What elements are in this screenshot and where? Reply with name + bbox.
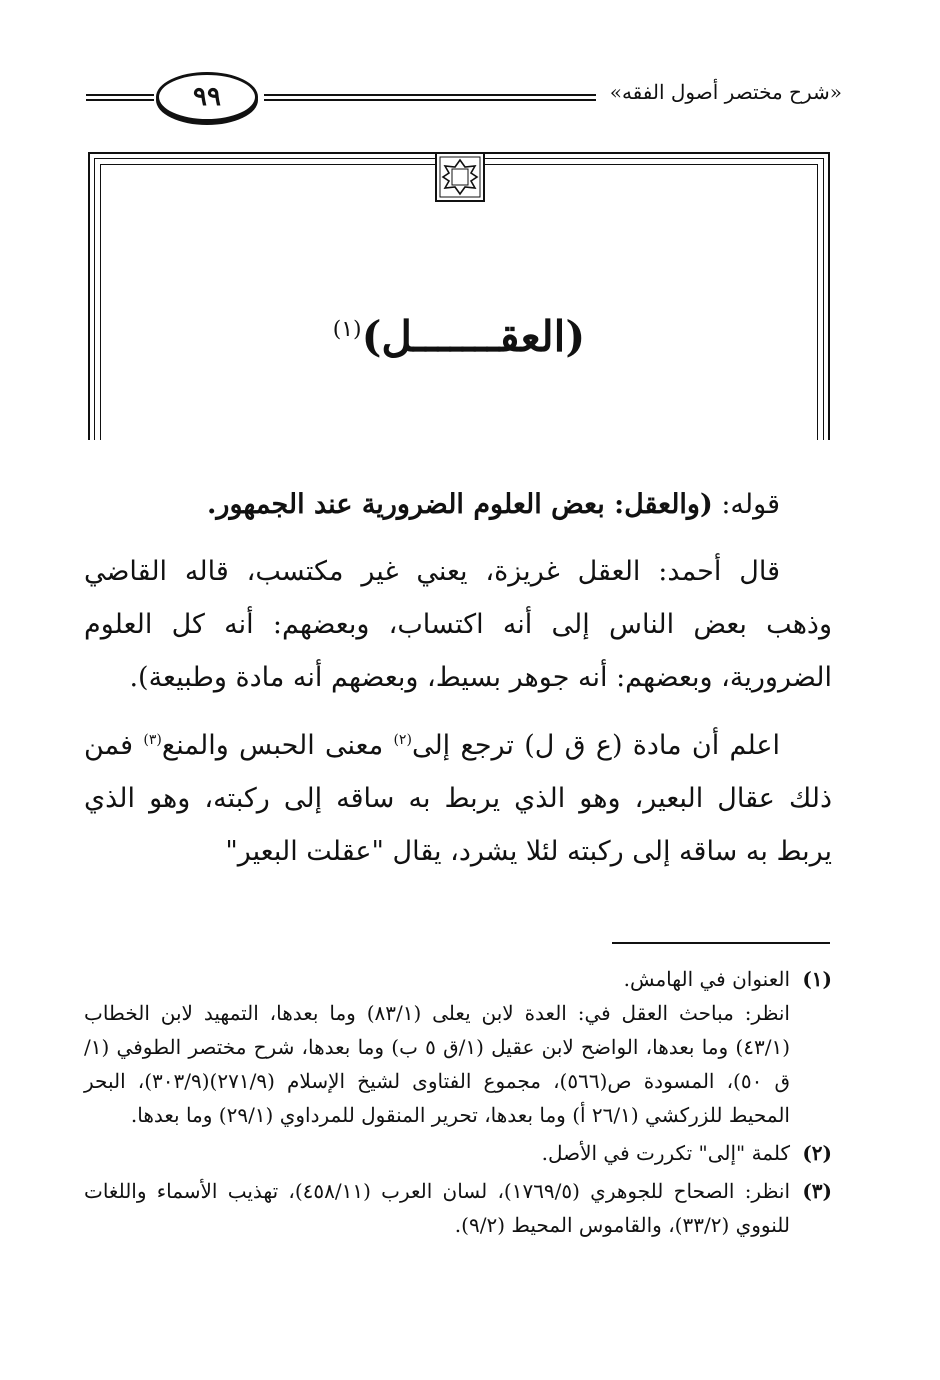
footnote	[84, 962, 832, 1132]
running-header	[86, 72, 842, 124]
footnote-text: انظر: الصحاح للجوهري (١٧٦٩/٥)، لسان العرب (٤٥٨/١١)، تهذيب الأسماء واللغات للنووي (٣٣/٢)، والقاموس المحيط (٩/٢).	[84, 1179, 790, 1237]
frame-line	[817, 164, 818, 440]
paragraph-text: فمن ذلك عقال البعير، وهو الذي يربط به ساقه إلى ركبته، وهو الذي يربط به ساقه إلى ركبته لئلا يشرد، يقال "عقلت البعير"	[84, 730, 832, 867]
footnote-text: العنوان في الهامش.	[623, 967, 790, 991]
footnote-text: انظر: مباحث العقل في: العدة لابن يعلى (٨٣/١) وما بعدها، التمهيد لابن الخطاب (٤٣/١) وما بعدها، الواضح لابن عقيل (١/ق ٥ ب) وما بعدها، شرح مختصر الطوفي (١/ق ٥٠)، المسودة ص(٥٦٦)، مجموع الفتاوى لشيخ الإسلام (٢٧١/٩)(٣٠٣/٩)، البحر المحيط للزركشي (٢٦/١ أ) وما بعدها، تحرير المنقول للمرداوي (٢٩/١) وما بعدها.	[84, 1001, 791, 1127]
chapter-title-text: (العقـــــــل)	[361, 312, 586, 361]
header-rule-right	[264, 94, 596, 101]
footnotes	[84, 962, 832, 1246]
footnote-body	[84, 962, 790, 1132]
footnote	[84, 1174, 832, 1242]
frame-line	[828, 152, 830, 440]
page-number: ٩٩	[193, 82, 221, 112]
paragraph-text: اعلم أن مادة (ع ق ل) ترجع إلى	[411, 730, 780, 761]
footnote-number: (١)	[802, 967, 832, 991]
header-rule-left	[86, 94, 154, 101]
frame-line	[485, 164, 818, 165]
quoted-text	[84, 478, 832, 531]
footnote-body	[84, 1136, 790, 1170]
frame-line	[88, 152, 90, 440]
footnote	[84, 1136, 832, 1170]
footnote-number: (٢)	[802, 1141, 832, 1165]
frame-line	[100, 164, 435, 165]
footnote-separator	[612, 942, 830, 944]
book-title: «شرح مختصر أصول الفقه»	[609, 80, 842, 104]
footnote-text: كلمة "إلى" تكررت في الأصل.	[541, 1141, 790, 1165]
frame-line	[94, 158, 95, 440]
footnote-ref: (٢)	[393, 732, 412, 748]
frame-line	[88, 152, 435, 154]
footnote-body	[84, 1174, 790, 1242]
chapter-title	[88, 312, 830, 361]
body-text	[84, 478, 832, 888]
octagram-ornament-icon	[435, 152, 485, 202]
page-number-badge	[156, 72, 258, 122]
paragraph	[84, 714, 832, 878]
frame-line	[100, 164, 101, 440]
footnote-ref: (١)	[332, 317, 362, 342]
paragraph: قال أحمد: العقل غريزة، يعني غير مكتسب، قاله القاضي وذهب بعض الناس إلى أنه اكتساب، وبعضهم: أنه كل العلوم الضرورية، وبعضهم: أنه جوهر بسيط، وبعضهم أنه مادة وطبيعة).	[84, 556, 832, 693]
frame-line	[485, 158, 824, 159]
frame-line	[94, 158, 435, 159]
chapter-frame	[88, 152, 830, 440]
footnote-ref: (٣)	[143, 732, 162, 748]
frame-line	[485, 152, 830, 154]
quote-lead: قوله:	[712, 489, 780, 520]
paragraph-text: معنى الحبس والمنع	[161, 730, 394, 761]
frame-line	[823, 158, 824, 440]
footnote-number: (٣)	[802, 1179, 832, 1203]
quote-text: (والعقل: بعض العلوم الضرورية عند الجمهور.	[207, 489, 713, 520]
